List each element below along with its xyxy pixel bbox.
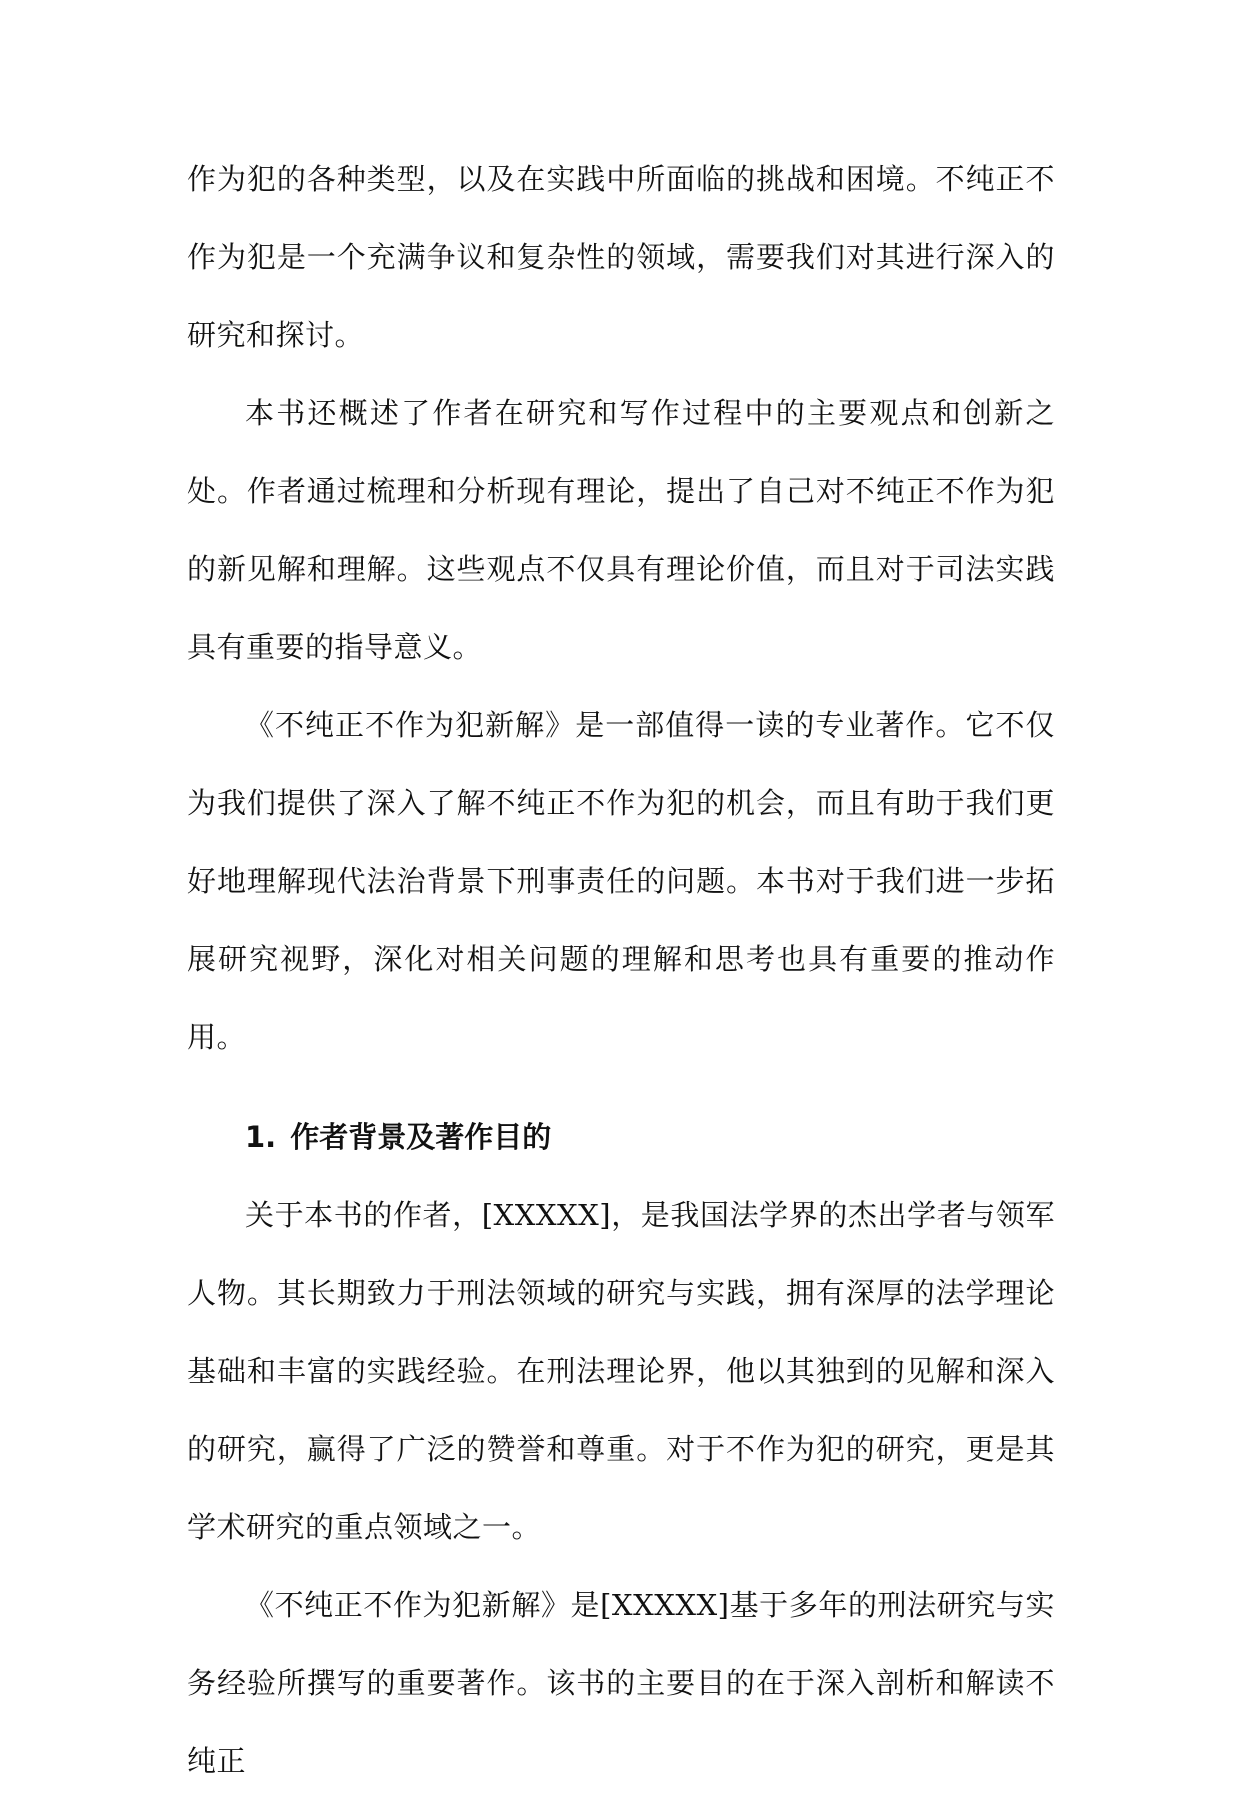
section-title: 作者背景及著作目的 [290, 1120, 552, 1154]
section-number: 1. [245, 1120, 277, 1154]
paragraph-5: 《不纯正不作为犯新解》是[XXXXX]基于多年的刑法研究与实务经验所撰写的重要著作。该书的主要目的在于深入剖析和解读不纯正 [187, 1588, 1055, 1778]
paragraph-3: 《不纯正不作为犯新解》是一部值得一读的专业著作。它不仅为我们提供了深入了解不纯正不作为犯的机会，而且有助于我们更好地理解现代法治背景下刑事责任的问题。本书对于我们进一步拓展研究视野，深化对相关问题的理解和思考也具有重要的推动作用。 [187, 708, 1055, 1054]
paragraph-1: 作为犯的各种类型，以及在实践中所面临的挑战和困境。不纯正不作为犯是一个充满争议和复杂性的领域，需要我们对其进行深入的研究和探讨。 [187, 162, 1055, 352]
document-body [187, 140, 1055, 1800]
paragraph-2: 本书还概述了作者在研究和写作过程中的主要观点和创新之处。作者通过梳理和分析现有理论，提出了自己对不纯正不作为犯的新见解和理解。这些观点不仅具有理论价值，而且对于司法实践具有重要的指导意义。 [187, 396, 1055, 664]
paragraph-4: 关于本书的作者，[XXXXX]，是我国法学界的杰出学者与领军人物。其长期致力于刑法领域的研究与实践，拥有深厚的法学理论基础和丰富的实践经验。在刑法理论界，他以其独到的见解和深入的研究，赢得了广泛的赞誉和尊重。对于不作为犯的研究，更是其学术研究的重点领域之一。 [187, 1198, 1055, 1544]
section-heading [187, 1098, 1055, 1176]
